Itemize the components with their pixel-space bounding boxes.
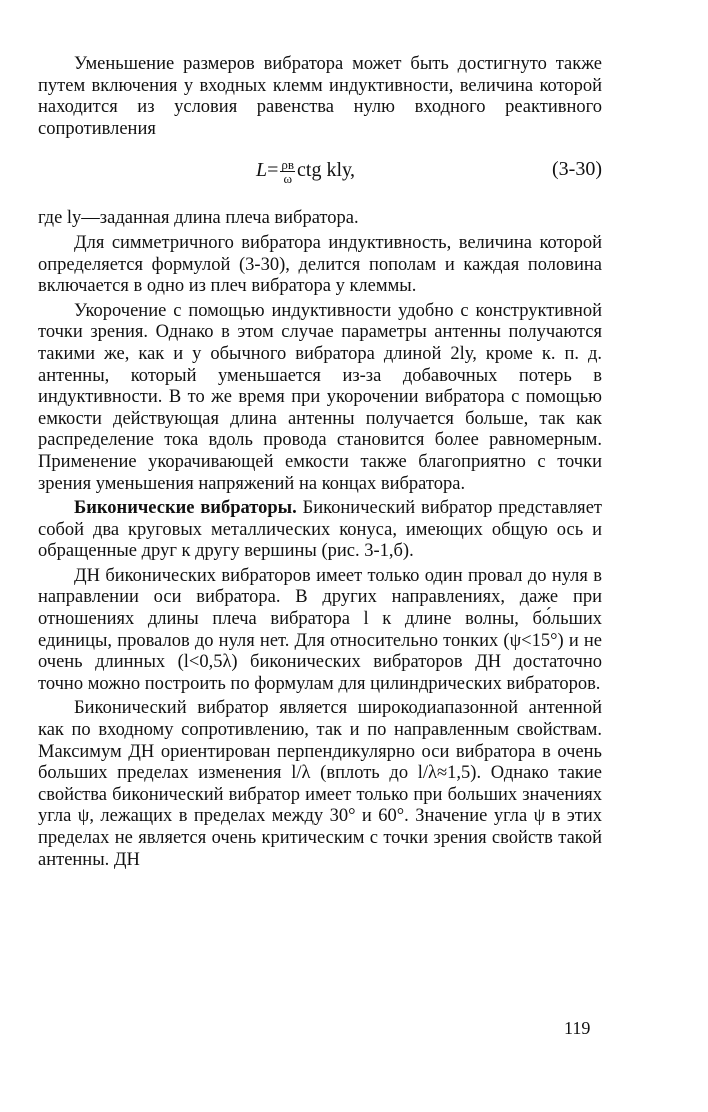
paragraph-6: ДН биконических вибраторов имеет только один провал до нуля в направлении оси вибратора. В других направлениях, даже при отношениях длины плеча вибратора l к длине волны, бо́льших единицы, провалов до нуля нет. Для относительно тонких (ψ<15°) и не очень длинных (l<0,5λ) биконических вибраторов ДН достаточно точно можно построить по формулам для цилиндрических вибраторов. [38, 565, 602, 694]
paragraph-7: Биконический вибратор является широкодиапазонной антенной как по входному сопротивлению, так и по направленным свойствам. Максимум ДН ориентирован перпендикулярно оси вибратора в очень больших пределах изменения l/λ (вплоть до l/λ≈1,5). Однако такие свойства биконический вибратор имеет только при больших значениях угла ψ, лежащих в пределах между 30° и 60°. Значение угла ψ в этих пределах не является очень критическим с точки зрения свойств такой антенны. ДН [38, 698, 602, 870]
formula-fraction [280, 158, 295, 185]
formula-3-30 [38, 148, 602, 202]
formula-frac-top: ρв [281, 157, 295, 173]
paragraph-1: Уменьшение размеров вибратора может быть достигнуто также путем включения у входных клемм индуктивности, величина которой находится из условия равенства нулю входного реактивного сопротивления [38, 54, 602, 139]
formula-expression [256, 158, 355, 185]
formula-number: (3-30) [552, 158, 602, 181]
section-heading: Биконические вибраторы. [74, 498, 297, 519]
paragraph-4: Укорочение с помощью индуктивности удобно с конструктивной точки зрения. Однако в этом случае параметры антенны получаются такими же, как и у обычного вибратора длиной 2lу, кроме к. п. д. антенны, который уменьшается из-за добавочных потерь в индуктивности. В то же время при укорочении вибратора с помощью емкости действующая длина антенны получается больше, так как распределение тока вдоль провода становится более равномерным. Применение укорачивающей емкости также благоприятно с точки зрения уменьшения напряжений на концах вибратора. [38, 300, 602, 494]
page-number: 119 [564, 1018, 591, 1038]
paragraph-5 [38, 498, 602, 563]
paragraph-5-text: Биконический вибратор представляет собой два круговых металлических конуса, имеющих общую ось и обращенные друг к другу вершины (рис. 3-1,б). [38, 498, 602, 562]
paragraph-3: Для симметричного вибратора индуктивность, величина которой определяется формулой (3-30), делится пополам и каждая половина включается в одно из плеч вибратора у клеммы. [38, 232, 602, 297]
page-body [38, 54, 602, 871]
formula-eq: = [267, 159, 279, 182]
paragraph-2: где lу—заданная длина плеча вибратора. [38, 208, 359, 229]
formula-rhs: ctg klу, [297, 159, 356, 182]
formula-lhs: L [256, 159, 268, 182]
formula-frac-bottom: ω [283, 171, 292, 187]
